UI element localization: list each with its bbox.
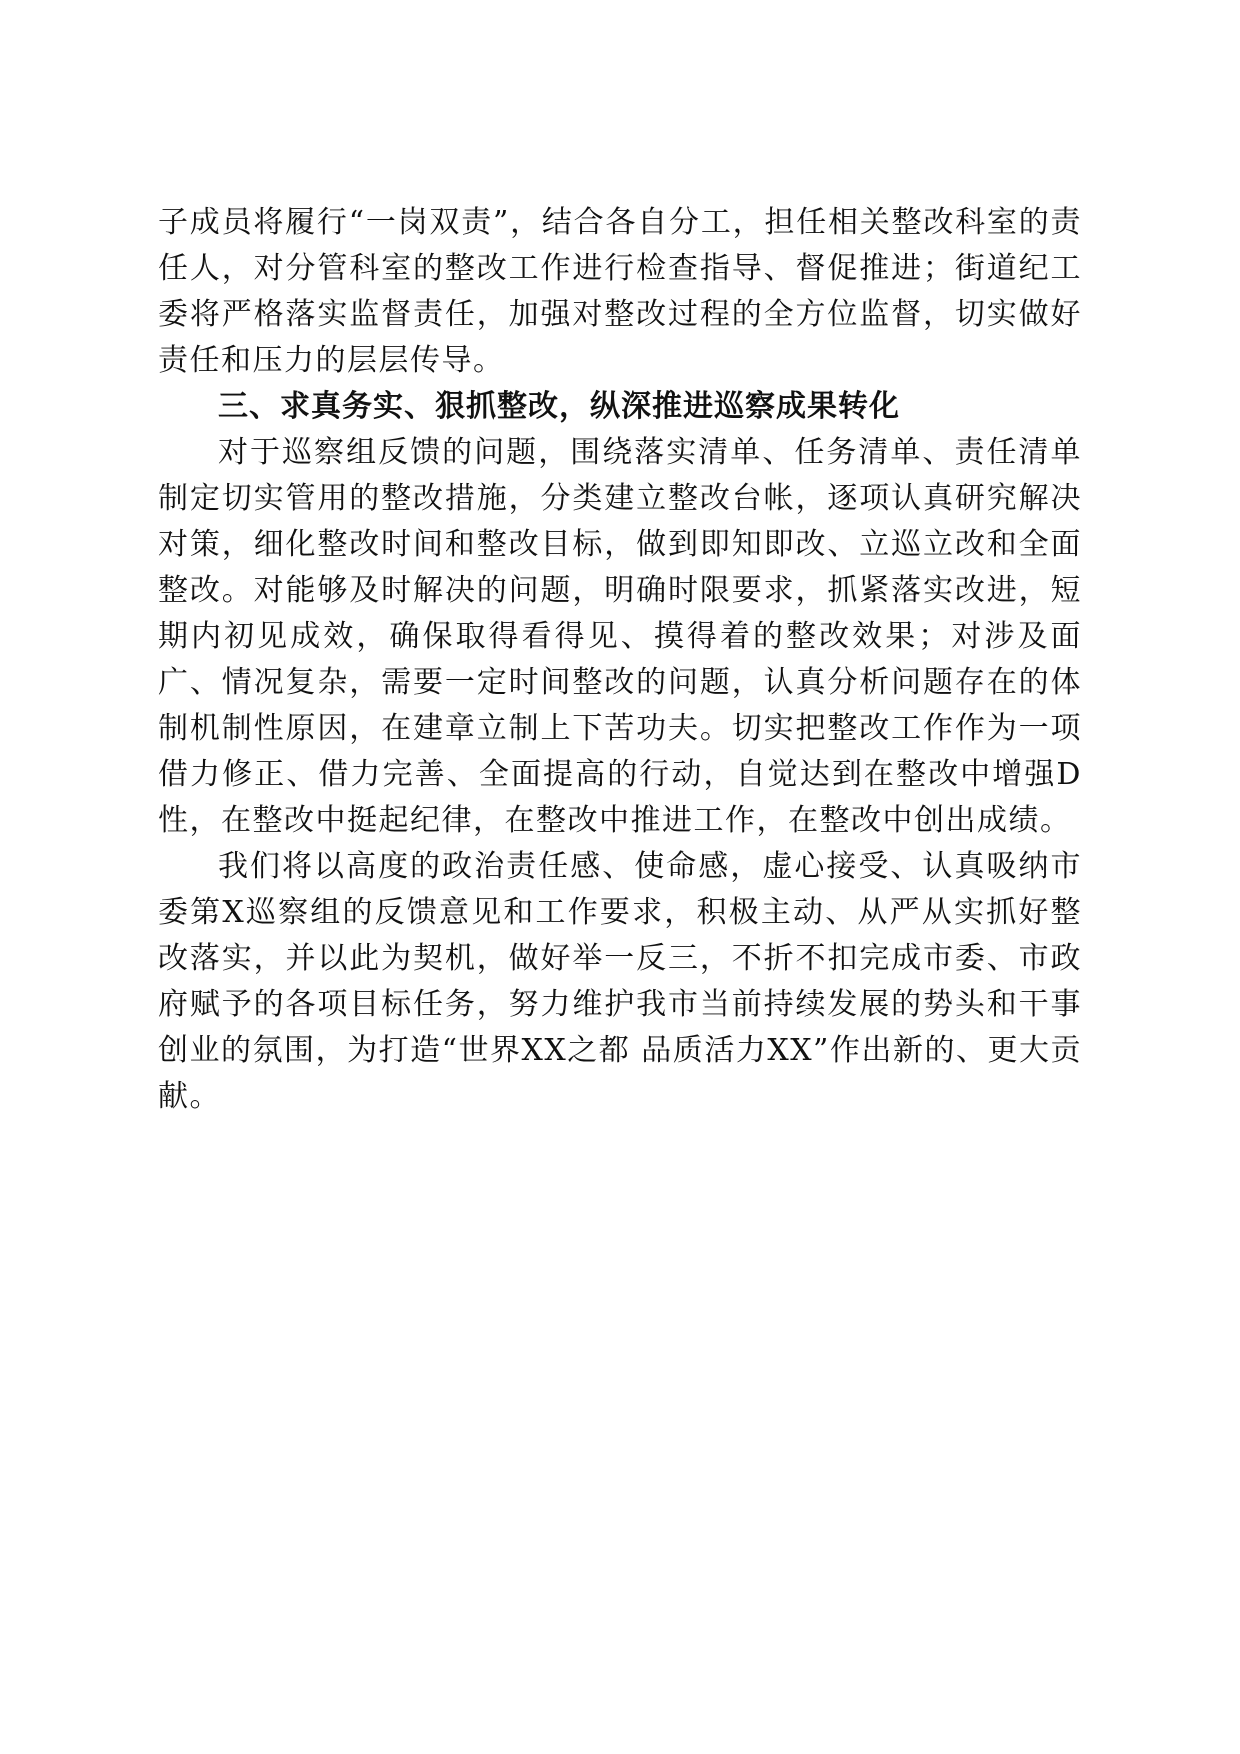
- document-body: [158, 200, 1082, 1120]
- continuation-paragraph: 子成员将履行“一岗双责”，结合各自分工，担任相关整改科室的责任人，对分管科室的整改工作进行检查指导、督促推进；街道纪工委将严格落实监督责任，加强对整改过程的全方位监督，切实做好责任和压力的层层传导。: [158, 205, 1082, 378]
- body-paragraph-1: 对于巡察组反馈的问题，围绕落实清单、任务清单、责任清单制定切实管用的整改措施，分类建立整改台帐，逐项认真研究解决对策，细化整改时间和整改目标，做到即知即改、立巡立改和全面整改。对能够及时解决的问题，明确时限要求，抓紧落实改进，短期内初见成效，确保取得看得见、摸得着的整改效果；对涉及面广、情况复杂，需要一定时间整改的问题，认真分析问题存在的体制机制性原因，在建章立制上下苦功夫。切实把整改工作作为一项借力修正、借力完善、全面提高的行动，自觉达到在整改中增强D性，在整改中挺起纪律，在整改中推进工作，在整改中创出成绩。: [158, 435, 1082, 838]
- body-paragraph-2: 我们将以高度的政治责任感、使命感，虚心接受、认真吸纳市委第X巡察组的反馈意见和工作要求，积极主动、从严从实抓好整改落实，并以此为契机，做好举一反三，不折不扣完成市委、市政府赋予的各项目标任务，努力维护我市当前持续发展的势头和干事创业的氛围，为打造“世界XX之都 品质活力XX”作出新的、更大贡献。: [158, 849, 1082, 1114]
- section-heading-3: 三、求真务实、狠抓整改，纵深推进巡察成果转化: [218, 389, 900, 424]
